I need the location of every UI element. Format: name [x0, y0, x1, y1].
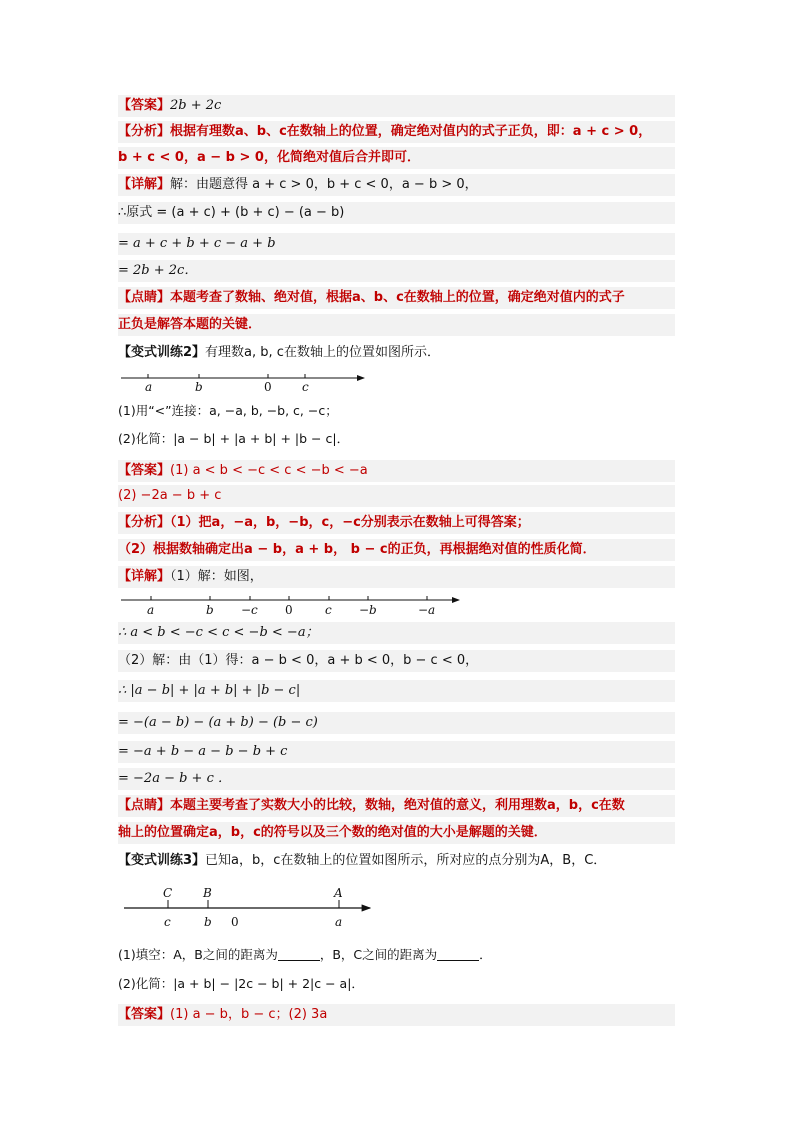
axis2-label-neg-a: −a — [418, 603, 436, 617]
detail-2-text: = −(a − b) − (a + b) − (b − c) — [118, 715, 318, 730]
detail-2-line-3 — [118, 650, 675, 672]
question-2-text: 有理数a, b, c在数轴上的位置如图所示． — [205, 345, 440, 360]
axis3-label-zero: 0 — [231, 915, 239, 929]
detail-2-line-5 — [118, 712, 675, 734]
detail-text: 解：由题意得 a + c > 0，b + c < 0，a − b > 0， — [170, 177, 478, 192]
answer-value: 2b + 2c — [170, 98, 222, 113]
axis-label-zero: 0 — [264, 380, 272, 394]
axis2-label-neg-c: −c — [241, 603, 258, 617]
detail-2-text: ∴ a < b < −c < c < −b < −a； — [118, 625, 319, 640]
answer-3-line — [118, 1004, 675, 1026]
detail-2-line-4 — [118, 680, 675, 702]
axis2-label-zero: 0 — [285, 603, 293, 617]
question-3-tag: 【变式训练3】 — [118, 853, 206, 868]
answer-2-line-2 — [118, 485, 675, 507]
answer-blank-2[interactable] — [437, 946, 479, 961]
comment-text: 正负是解答本题的关键． — [118, 317, 262, 332]
detail-2-line-6 — [118, 741, 675, 763]
question-2-part-1 — [118, 400, 675, 422]
question-3-part-2 — [118, 973, 675, 995]
detail-2-text: （2）解：由（1）得：a − b < 0，a + b < 0，b − c < 0， — [118, 653, 479, 668]
axis-label-a: a — [145, 380, 153, 394]
detail-text: = 2b + 2c． — [118, 263, 198, 278]
detail-text: = a + c + b + c − a + b — [118, 236, 276, 251]
question-3-part-1 — [118, 944, 675, 966]
detail-2-line-1 — [118, 566, 675, 588]
detail-2-text: = −2a − b + c ． — [118, 771, 231, 786]
question-2-part-2 — [118, 428, 675, 450]
axis3-point-B: B — [203, 886, 212, 900]
analysis-2-line-1 — [118, 512, 675, 534]
answer-3-value: (1) a − b，b − c；(2) 3a — [170, 1007, 328, 1022]
axis-label-b: b — [195, 380, 203, 394]
question-3-part-1-text: (1)填空：A，B之间的距离为 — [118, 947, 278, 962]
answer-tag: 【答案】 — [118, 98, 171, 113]
question-2-part-1-text: (1)用“<”连接：a, −a, b, −b, c, −c； — [118, 403, 338, 418]
detail-text: ∴原式 = (a + c) + (b + c) − (a − b) — [118, 205, 345, 220]
comment-2-line-2 — [118, 822, 675, 844]
axis3-label-a: a — [335, 915, 343, 929]
analysis-2-text: （1）把a，−a，b，−b，c，−c分别表示在数轴上可得答案； — [170, 515, 530, 530]
question-3-part-1-end: ． — [479, 947, 492, 962]
detail-2-text: = −a + b − a − b − b + c — [118, 744, 288, 759]
axis3-point-C: C — [163, 886, 173, 900]
comment-tag: 【点睛】 — [118, 290, 171, 305]
detail-tag: 【详解】 — [118, 177, 171, 192]
answer-2-line-1 — [118, 460, 675, 482]
analysis-text: 根据有理数a、b、c在数轴上的位置，确定绝对值内的式子正负，即：a + c > 0， — [170, 124, 652, 139]
comment-2-tag: 【点睛】 — [118, 798, 171, 813]
axis2-label-neg-b: −b — [359, 603, 377, 617]
detail-2-line-7 — [118, 768, 675, 790]
detail-2-tag: 【详解】 — [118, 569, 171, 584]
question-2-part-2-text: (2)化简：|a − b| + |a + b| + |b − c|． — [118, 431, 350, 446]
question-2-tag: 【变式训练2】 — [118, 345, 206, 360]
axis2-label-b: b — [206, 603, 214, 617]
comment-2-text: 本题主要考查了实数大小的比较，数轴，绝对值的意义，利用理数a，b，c在数 — [170, 798, 625, 813]
comment-text: 本题考查了数轴、绝对值，根据a、b、c在数轴上的位置，确定绝对值内的式子 — [170, 290, 625, 305]
detail-2-text: （1）解：如图， — [170, 569, 263, 584]
analysis-2-tag: 【分析】 — [118, 515, 171, 530]
detail-2-line-2 — [118, 622, 675, 644]
comment-2-line-1 — [118, 795, 675, 817]
number-line-3 — [124, 886, 370, 929]
answer-2-value-1: (1) a < b < −c < c < −b < −a — [170, 463, 368, 478]
comment-2-text: 轴上的位置确定a，b，c的符号以及三个数的绝对值的大小是解题的关键． — [118, 825, 547, 840]
axis3-point-A: A — [334, 886, 343, 900]
analysis-text: b + c < 0，a − b > 0，化简绝对值后合并即可． — [118, 150, 420, 165]
axis2-label-a: a — [147, 603, 155, 617]
question-3-stem — [118, 850, 675, 872]
analysis-2-line-2 — [118, 539, 675, 561]
axis3-label-c: c — [164, 915, 171, 929]
answer-2-value-2: (2) −2a − b + c — [118, 488, 222, 503]
question-3-part-1-text-2: ，B，C之间的距离为 — [319, 947, 438, 962]
answer-blank-1[interactable] — [278, 946, 320, 961]
question-3-text: 已知a，b，c在数轴上的位置如图所示，所对应的点分别为A，B，C． — [205, 853, 607, 868]
axis3-label-b: b — [204, 915, 212, 929]
analysis-tag: 【分析】 — [118, 124, 171, 139]
analysis-2-text: （2）根据数轴确定出a − b，a + b， b − c的正负，再根据绝对值的性质化简． — [118, 542, 596, 557]
answer-2-tag: 【答案】 — [118, 463, 171, 478]
axis-label-c: c — [302, 380, 309, 394]
axis2-label-c: c — [325, 603, 332, 617]
number-line-1 — [121, 374, 364, 394]
question-3-part-2-text: (2)化简：|a + b| − |2c − b| + 2|c − a|． — [118, 976, 364, 991]
number-line-2 — [121, 596, 459, 617]
detail-2-text: ∴ |a − b| + |a + b| + |b − c| — [118, 683, 301, 698]
answer-3-tag: 【答案】 — [118, 1007, 171, 1022]
